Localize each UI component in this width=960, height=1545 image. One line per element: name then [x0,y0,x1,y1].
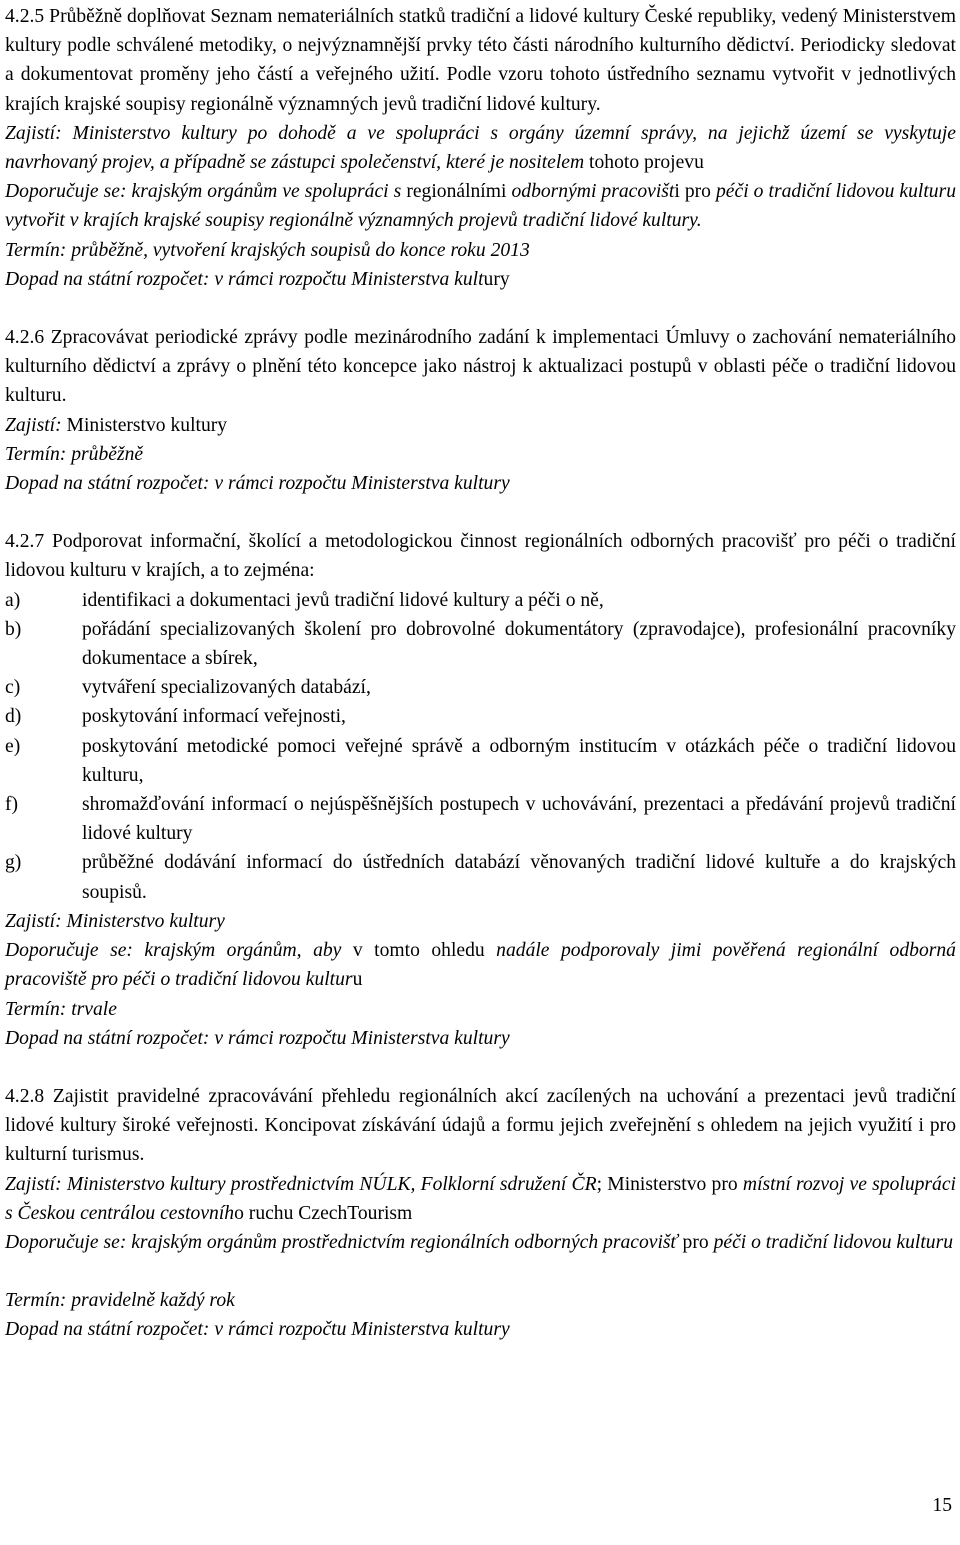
list-item [5,586,956,615]
text-run: Zajistí: Ministerstvo kultury [5,910,225,932]
text-run: Zajistí: Ministerstvo kultury prostřednictvím NÚLK, Folklorní sdružení ČR [5,1173,597,1195]
section-note [5,265,956,294]
section [5,527,956,1053]
list-marker: g) [5,852,22,874]
text-run: tohoto projevu [584,152,704,174]
list-item-text: identifikaci a dokumentaci jevů tradiční lidové kultury a péči o ně, [82,589,604,611]
page-number: 15 [932,1495,952,1516]
section-note [5,469,956,498]
text-run: v tomto ohledu [341,940,497,962]
section-note [5,936,956,994]
section-note [5,119,956,177]
text-run: 4.2.5 Průběžně doplňovat Seznam nemateriálních statků tradiční a lidové kultury České republiky, vedený Ministerstvem kultury podle schválené metodiky, o nejvýznamnější prvky této části národního kulturního dědictví. Periodicky sledovat a dokumentovat proměny jeho částí a veřejného užití. Podle vzoru tohoto ústředního seznamu vytvořit v jednotlivých krajích krajské soupisy regionálně významných jevů tradiční lidové kultury. [5,6,956,115]
section [5,1082,956,1345]
section-paragraph [5,1082,956,1170]
list-item-text: shromažďování informací o nejúspěšnějších postupech v uchovávání, prezentaci a předávání projevů tradiční lidové kultury [82,794,956,845]
section-note [5,411,956,440]
section [5,323,956,498]
text-run: místní rozvoj ve spolupráci s Českou centrálou cestovníh [5,1173,956,1224]
document-body [5,2,956,1345]
list-item [5,615,956,673]
section-note [5,1286,956,1315]
text-run: péči o tradiční lidovou kulturu [713,1231,954,1253]
text-run: Termín: pravidelně každý rok [5,1290,235,1312]
list-item [5,702,956,731]
section-note [5,1170,956,1228]
list-marker: d) [5,706,22,728]
text-run: Termín: průběžně, vytvoření krajských soupisů do konce roku 2013 [5,239,530,261]
text-run: Ministerstvo kultury [66,414,228,436]
text-run: Doporučuje se: krajským orgánům prostřednictvím regionálních odborných pracovišť [5,1231,678,1253]
text-run: nadále podporovaly jimi pověřená regionální odborná pracoviště pro péči o tradiční lidovou kultur [5,940,956,991]
section-note [5,1315,956,1344]
section-paragraph [5,2,956,119]
text-run: pro [677,1231,714,1253]
section-note [5,177,956,235]
text-run: Zajistí: Ministerstvo kultury po dohodě a ve spolupráci s orgány územní správy, na jejichž území se vyskytuje navrhovaný projev, a případně se zástupci společenství, které je nositelem [5,122,956,174]
text-run: péči o tradiční lidovou kulturu vytvořit v krajích krajské soupisy regionálně významných projevů tradiční lidové kultury. [5,181,956,232]
text-run: 4.2.6 Zpracovávat periodické zprávy podle mezinárodního zadání k implementaci Úmluvy o zachování nemateriálního kulturního dědictví a zprávy o plnění této koncepce jako nástroj k aktualizaci postupů v oblasti péče o tradiční lidovou kulturu. [5,327,956,407]
section-note [5,236,956,265]
text-run: Dopad na státní rozpočet: v rámci rozpočtu Ministerstva kultury [5,1027,510,1049]
section-note [5,440,956,469]
list-marker: c) [5,677,21,699]
text-run: u [352,969,363,991]
text-run: Zajistí: [5,414,67,436]
text-run: odbornými pracovišt [511,181,675,203]
list-marker: b) [5,618,22,640]
text-run: Doporučuje se: krajským orgánům ve spolupráci s [5,181,402,203]
section-paragraph [5,323,956,411]
text-run: Termín: trvale [5,998,117,1020]
list-item-text: poskytování metodické pomoci veřejné správě a odborným institucím v otázkách péče o tradiční lidovou kulturu, [82,735,956,786]
list-item-text: poskytování informací veřejnosti, [82,706,346,728]
text-run: o ruchu CzechTourism [234,1202,413,1224]
section-note [5,907,956,936]
text-run: Doporučuje se: krajským orgánům, aby [5,940,342,962]
list-item-text: průběžné dodávání informací do ústředních databází věnovaných tradiční lidové kultuře a do krajských soupisů. [82,852,956,903]
list-marker: a) [5,589,21,611]
list-item [5,790,956,848]
text-run: 4.2.8 Zajistit pravidelné zpracovávání přehledu regionálních akcí zacílených na uchování a prezentaci jevů tradiční lidové kultury široké veřejnosti. Koncipovat získávání údajů a formu jejich zveřejnění s ohledem na jejich využití i pro kulturní turismus. [5,1085,956,1166]
section-paragraph [5,527,956,585]
text-run: Termín: průběžně [5,443,144,465]
text-run: 4.2.7 Podporovat informační, školící a metodologickou činnost regionálních odborných pracovišť pro péči o tradiční lidovou kulturu v krajích, a to zejména: [5,531,956,582]
text-run: Dopad na státní rozpočet: v rámci rozpočtu Ministerstva kult [5,268,484,290]
list-item [5,732,956,790]
section [5,2,956,294]
item-list [5,586,956,907]
text-run: i pro [674,181,716,203]
text-run: regionálními [401,181,512,203]
text-run: ; Ministerstvo pro [596,1173,743,1195]
text-run: Dopad na státní rozpočet: v rámci rozpočtu Ministerstva kultury [5,1319,510,1341]
text-run: ury [483,268,510,290]
section-note [5,1024,956,1053]
section-note [5,995,956,1024]
list-marker: e) [5,735,21,757]
list-item [5,673,956,702]
text-run: Dopad na státní rozpočet: v rámci rozpočtu Ministerstva kultury [5,473,510,495]
list-item [5,848,956,906]
section-note [5,1228,956,1257]
list-item-text: vytváření specializovaných databází, [82,677,371,699]
list-marker: f) [5,794,19,816]
list-item-text: pořádání specializovaných školení pro dobrovolné dokumentátory (zpravodajce), profesionální pracovníky dokumentace a sbírek, [82,618,956,670]
